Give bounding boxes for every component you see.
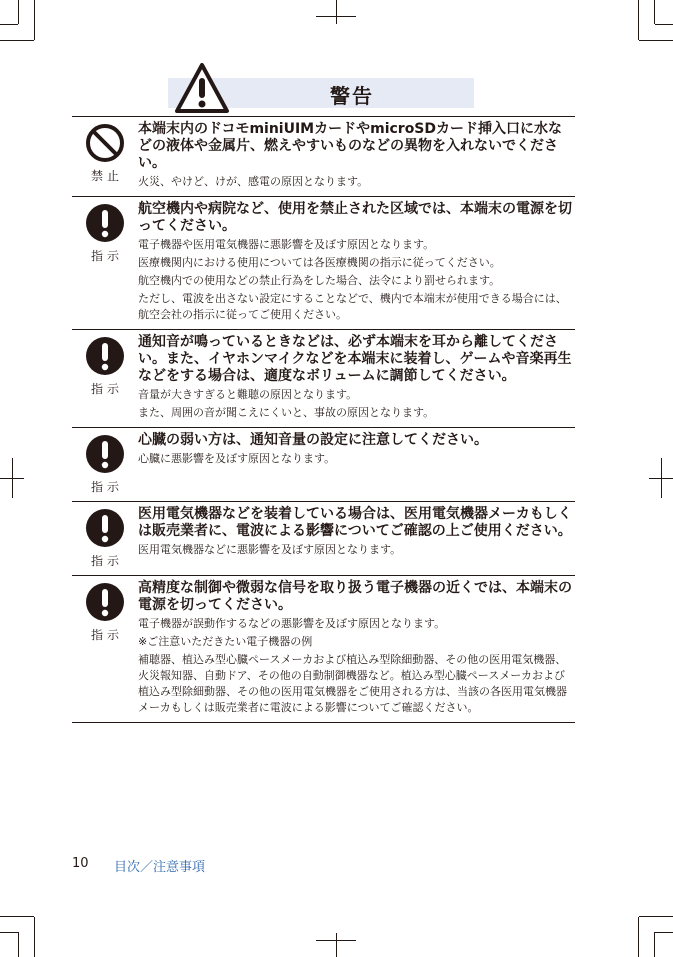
- warning-list: [72, 116, 575, 723]
- symbol-label: 指示: [90, 628, 123, 642]
- instruct-symbol: [72, 580, 138, 716]
- warning-heading: 本端末内のドコモminiUIMカードやmicroSDカード挿入口に水などの液体や金属片、燃えやすいものなどの異物を入れないでください。: [138, 121, 563, 171]
- symbol-label: 禁止: [90, 169, 123, 183]
- instruct-symbol: [72, 334, 138, 421]
- warning-note: また、周囲の音が聞こえにくいと、事故の原因となります。: [138, 406, 435, 419]
- warning-note: ※ご注意いただきたい電子機器の例: [138, 635, 313, 648]
- warning-item: [72, 329, 575, 427]
- warning-item: [72, 501, 575, 575]
- prohibit-icon: [85, 123, 125, 167]
- instruct-symbol: [72, 506, 138, 569]
- warning-item: [72, 427, 575, 501]
- exclamation-icon: [85, 508, 125, 552]
- symbol-label: 指示: [90, 249, 123, 263]
- warning-heading: 心臓の弱い方は、通知音量の設定に注意してください。: [138, 432, 488, 448]
- warning-note: 医療機関内における使用については各医療機関の指示に従ってください。: [138, 256, 501, 269]
- warning-title: 警告: [330, 84, 374, 108]
- warning-item: [72, 116, 575, 196]
- exclamation-icon: [85, 336, 125, 380]
- warning-heading: 通知音が鳴っているときなどは、必ず本端末を耳から離してください。また、イヤホンマイクなどを本端末に装着し、ゲームや音楽再生などをする場合は、適度なボリュームに調節してください。: [138, 334, 572, 384]
- exclamation-icon: [85, 203, 125, 247]
- instruct-symbol: [72, 432, 138, 495]
- warning-note: 医用電気機器などに悪影響を及ぼす原因となります。: [138, 543, 402, 556]
- warning-note: ただし、電波を出さない設定にすることなどで、機内で本端末が使用できる場合には、航空会社の指示に従ってご使用ください。: [138, 292, 567, 321]
- warning-note: 心臓に悪影響を及ぼす原因となります。: [138, 452, 336, 465]
- warning-item: [72, 196, 575, 329]
- instruct-symbol: [72, 201, 138, 323]
- warning-heading: 航空機内や病院など、使用を禁止された区域では、本端末の電源を切ってください。: [138, 201, 572, 234]
- warning-note: 火災、やけど、けが、感電の原因となります。: [138, 175, 369, 188]
- prohibit-symbol: [72, 121, 138, 190]
- warning-item: [72, 575, 575, 723]
- warning-note: 電子機器が誤動作するなどの悪影響を及ぼす原因となります。: [138, 617, 446, 630]
- warning-note: 音量が大きすぎると難聴の原因となります。: [138, 388, 358, 401]
- exclamation-icon: [85, 582, 125, 626]
- warning-note: 電子機器や医用電気機器に悪影響を及ぼす原因となります。: [138, 238, 435, 251]
- warning-triangle-icon: [174, 62, 230, 114]
- section-link[interactable]: 目次／注意事項: [114, 860, 206, 875]
- symbol-label: 指示: [90, 382, 123, 396]
- warning-note: 補聴器、植込み型心臓ペースメーカおよび植込み型除細動器、その他の医用電気機器、火災報知器、自動ドア、その他の自動制御機器など。植込み型心臓ペースメーカおよび植込み型除細動器、その他の医用電気機器をご使用される方は、当該の各医用電気機器メーカもしくは販売業者に電波による影響についてご確認ください。: [138, 653, 567, 714]
- exclamation-icon: [85, 434, 125, 478]
- symbol-label: 指示: [90, 480, 123, 494]
- warning-heading: 医用電気機器などを装着している場合は、医用電気機器メーカもしくは販売業者に、電波による影響についてご確認の上ご使用ください。: [138, 506, 572, 539]
- warning-heading: 高精度な制御や微弱な信号を取り扱う電子機器の近くでは、本端末の電源を切ってください。: [138, 580, 572, 613]
- symbol-label: 指示: [90, 554, 123, 568]
- page-number: 10: [72, 856, 89, 871]
- warning-note: 航空機内での使用などの禁止行為をした場合、法令により罰せられます。: [138, 274, 501, 287]
